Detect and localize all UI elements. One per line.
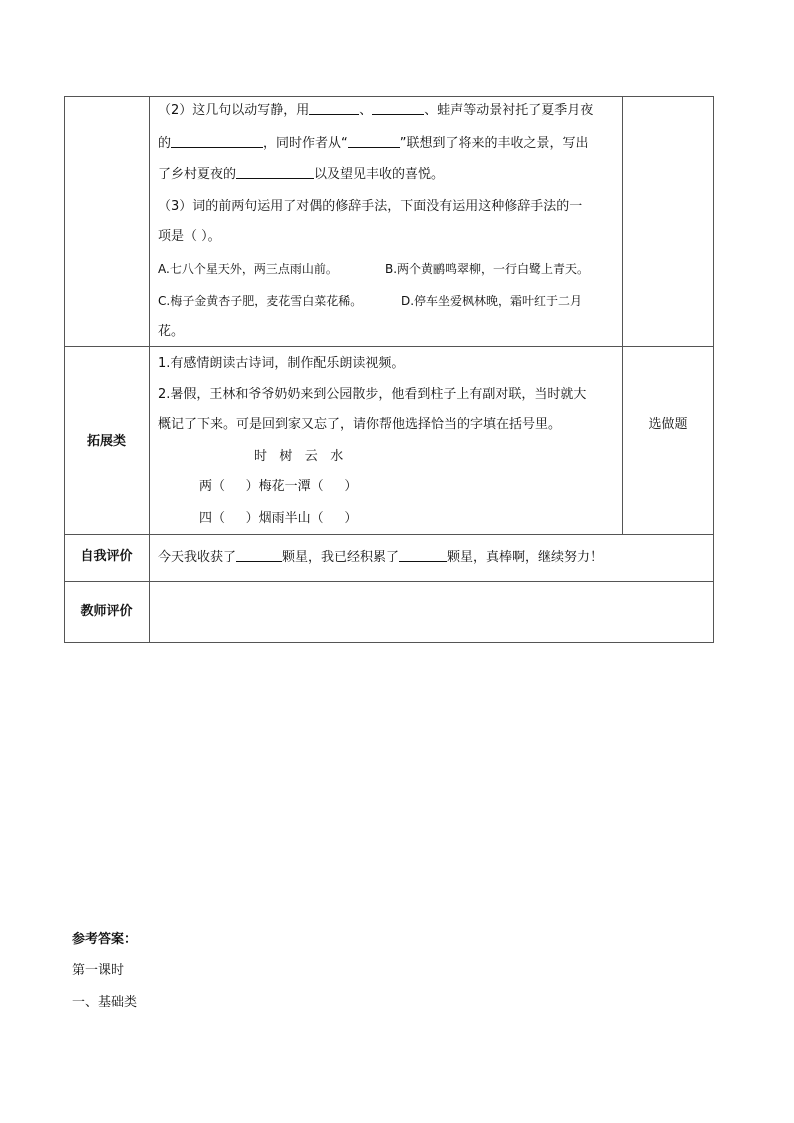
answers-lesson: 第一课时 (72, 963, 125, 978)
candidate-characters: 时 树 云 水 (254, 449, 344, 464)
self-eval-text-part: 颗星，我已经积累了 (282, 550, 400, 565)
q2-line-1 (158, 102, 593, 120)
row-divider-2 (64, 534, 714, 535)
answer-blank[interactable] (309, 102, 359, 115)
q2-text: 了乡村夏夜的 (158, 167, 237, 182)
q2-text: （2）这几句以动写静，用 (158, 103, 310, 118)
row-divider-1 (64, 346, 714, 347)
teacher-eval-field[interactable] (150, 582, 713, 642)
option-d-continued: 花。 (158, 324, 185, 339)
self-eval-text-part: 颗星，真棒啊，继续努力！ (447, 550, 604, 565)
q3-line-1: （3）词的前两句运用了对偶的修辞手法，下面没有运用这种修辞手法的一 (158, 199, 583, 214)
q2-text: 、蛙声等动景衬托了夏季月夜 (424, 103, 594, 118)
option-c[interactable]: C.梅子金黄杏子肥，麦花雪白菜花稀。 (158, 294, 363, 308)
answer-blank[interactable] (171, 135, 263, 148)
extend-label: 拓展类 (86, 434, 126, 449)
extend-item-2-line-2: 概记了下来。可是回到家又忘了，请你帮他选择恰当的字填在括号里。 (158, 417, 562, 432)
couplet-line-2: 四（ ）烟雨半山（ ） (199, 511, 358, 526)
worksheet-table (64, 96, 714, 643)
couplet-line-1: 两（ ）梅花一潭（ ） (199, 479, 358, 494)
answer-blank[interactable] (372, 102, 424, 115)
answers-heading: 参考答案： (72, 932, 138, 947)
option-d[interactable]: D.停车坐爱枫林晚，霜叶红于二月 (401, 294, 583, 308)
option-b[interactable]: B.两个黄鹂鸣翠柳，一行白鹭上青天。 (385, 262, 590, 276)
self-eval-text (158, 549, 603, 567)
table-border-top (64, 96, 714, 97)
q2-text: 、 (359, 103, 373, 118)
teacher-eval-label: 教师评价 (80, 604, 133, 619)
q2-line-3 (158, 166, 444, 184)
table-border-right (713, 96, 714, 643)
extend-item-2-line-1: 2.暑假，王林和爷爷奶奶来到公园散步，他看到柱子上有副对联，当时就大 (158, 387, 587, 402)
q2-line-2 (158, 135, 589, 153)
q2-text: ”联想到了将来的丰收之景，写出 (399, 136, 589, 151)
column-divider-2 (622, 96, 623, 535)
answer-blank[interactable] (236, 166, 314, 179)
option-a[interactable]: A.七八个星天外，两三点雨山前。 (158, 262, 338, 276)
table-border-bottom (64, 642, 714, 643)
q2-text: ，同时作者从“ (263, 136, 348, 151)
q2-text: 的 (158, 136, 172, 151)
column-divider-1 (149, 96, 150, 643)
self-eval-text-part: 今天我收获了 (158, 550, 237, 565)
total-star-blank[interactable] (399, 549, 447, 562)
self-eval-label: 自我评价 (80, 549, 133, 564)
star-count-blank[interactable] (236, 549, 282, 562)
q2-text: 以及望见丰收的喜悦。 (314, 167, 445, 182)
q3-line-2: 项是（ ）。 (158, 229, 221, 244)
answers-section: 一、基础类 (72, 995, 138, 1010)
answer-blank[interactable] (348, 135, 400, 148)
extend-item-1: 1.有感情朗读古诗词，制作配乐朗读视频。 (158, 356, 405, 371)
optional-note: 选做题 (648, 417, 688, 432)
